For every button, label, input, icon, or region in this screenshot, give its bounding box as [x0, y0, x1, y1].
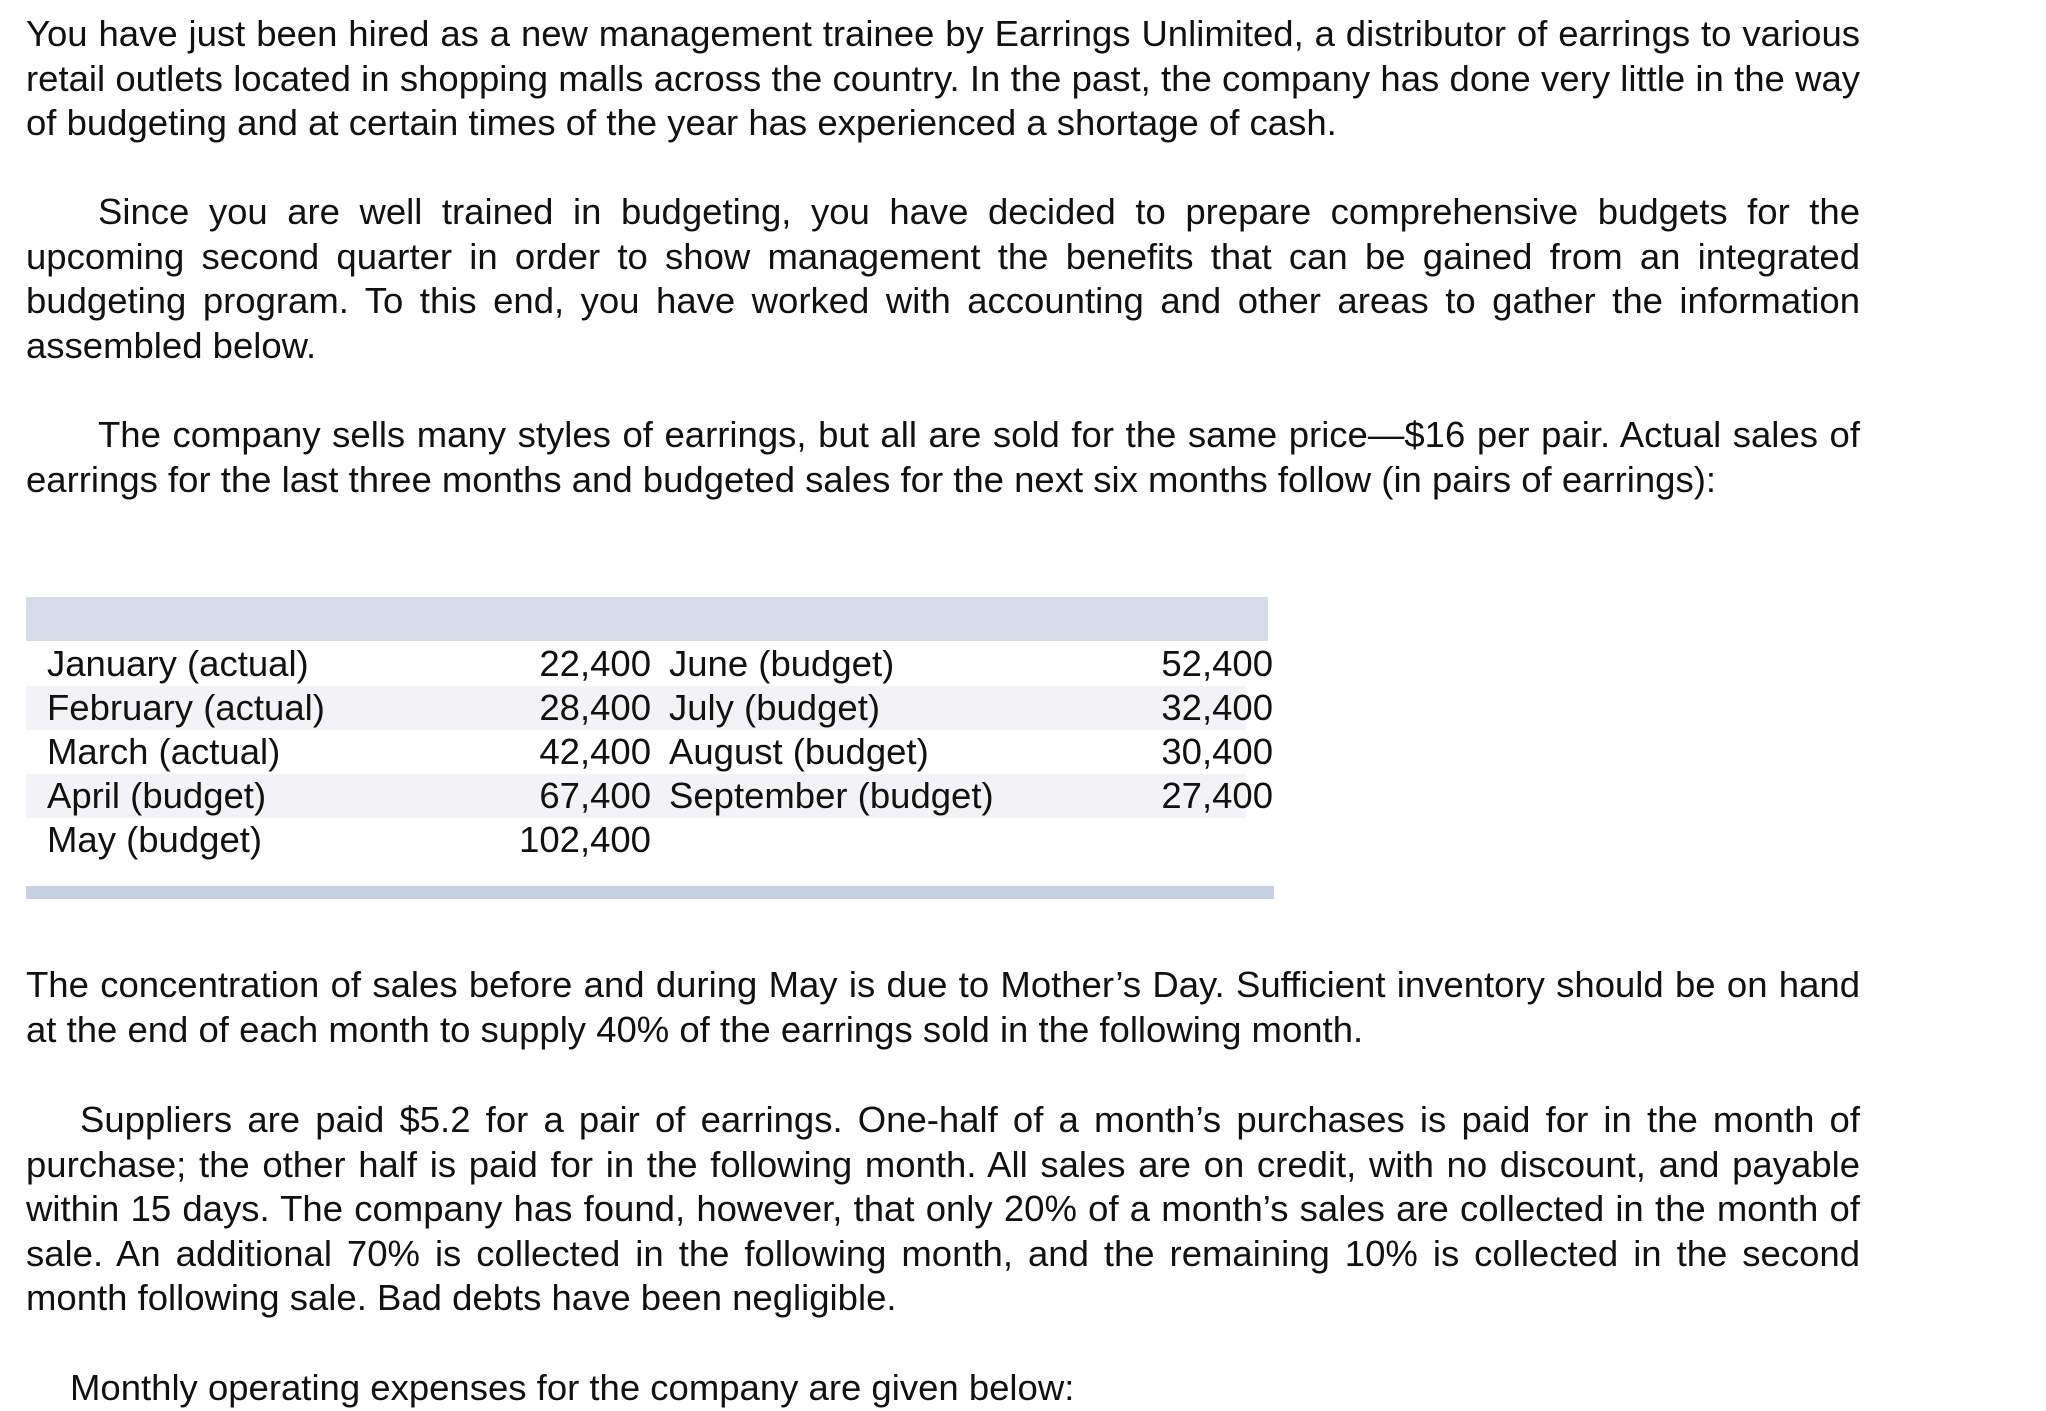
sales-value: 102,400: [519, 819, 651, 860]
month-label: January (actual): [47, 643, 309, 684]
sales-value: 42,400: [539, 731, 651, 772]
table-row: [26, 730, 1273, 774]
month-label: July (budget): [669, 687, 880, 728]
sales-value: 30,400: [1161, 731, 1273, 772]
intro-paragraph: You have just been hired as a new management trainee by Earrings Unlimited, a distributor of earrings to various retail outlets located in shopping malls across the country. In the past, the company has done very little in the way of budgeting and at certain times of the year has experienced a shortage of cash.: [26, 13, 1860, 144]
sales-value: 52,400: [1161, 643, 1273, 684]
month-label: June (budget): [669, 643, 895, 684]
month-label: February (actual): [47, 687, 325, 728]
sales-value: 22,400: [539, 643, 651, 684]
table-footer-bar: [26, 886, 1274, 899]
month-label: April (budget): [47, 775, 267, 816]
operating-expenses-intro: Monthly operating expenses for the company are given below:: [70, 1367, 1075, 1408]
sales-value: 28,400: [539, 687, 651, 728]
month-label: September (budget): [669, 775, 994, 816]
sales-value: 27,400: [1161, 775, 1273, 816]
payment-terms-paragraph: Suppliers are paid $5.2 for a pair of earrings. One-half of a month’s purchases is paid for in the month of purchase; the other half is paid for in the following month. All sales are on credit, with no discount, and payable within 15 days. The company has found, however, that only 20% of a month’s sales are collected in the month of sale. An additional 70% is collected in the following month, and the remaining 10% is collected in the second month following sale. Bad debts have been negligible.: [26, 1099, 1860, 1319]
sales-intro-paragraph: The company sells many styles of earrings, but all are sold for the same price—$16 per pair. Actual sales of earrings for the last three months and budgeted sales for the next six months follow (in pairs of earrings):: [26, 414, 1860, 500]
sales-value: 67,400: [539, 775, 651, 816]
sales-value: 32,400: [1161, 687, 1273, 728]
table-row: [26, 642, 1273, 686]
month-label: May (budget): [47, 819, 263, 860]
table-header-bar: [26, 597, 1268, 641]
inventory-policy-paragraph: The concentration of sales before and during May is due to Mother’s Day. Sufficient inventory should be on hand at the end of each month to supply 40% of the earrings sold in the following month.: [26, 964, 1860, 1050]
month-label: August (budget): [669, 731, 929, 772]
sales-table: [26, 597, 1272, 899]
budget-purpose-paragraph: Since you are well trained in budgeting, you have decided to prepare comprehensive budgets for the upcoming second quarter in order to show management the benefits that can be gained from an integrated budgeting program. To this end, you have worked with accounting and other areas to gather the information assembled below.: [26, 191, 1860, 366]
table-row: [26, 818, 1246, 862]
table-row: [26, 686, 1273, 730]
table-row: [26, 774, 1273, 818]
month-label: March (actual): [47, 731, 281, 772]
